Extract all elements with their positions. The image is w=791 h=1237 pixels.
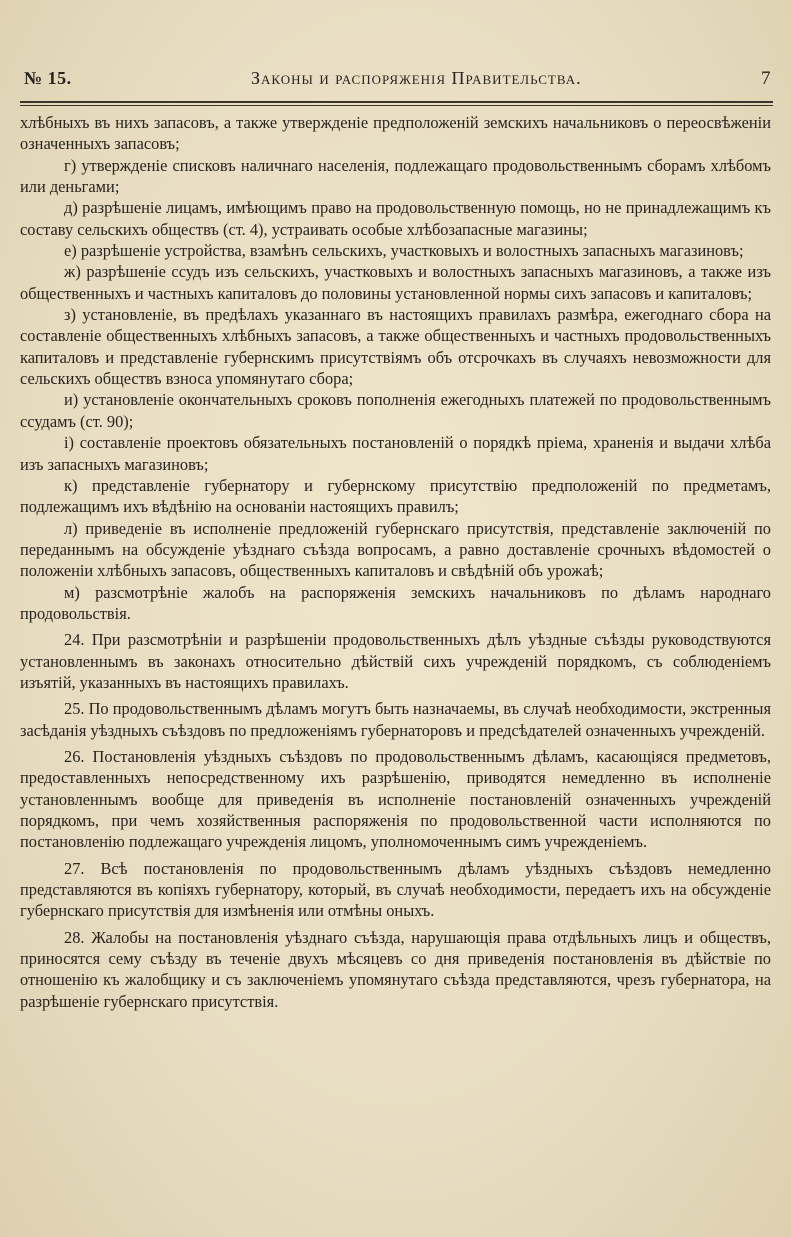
paragraph: 27. Всѣ постановленія по продовольственнымъ дѣламъ уѣздныхъ съѣздовъ немедленно представляются въ копіяхъ губернатору, который, въ случаѣ необходимости, передаетъ ихъ на обсужденіе губернскаго присутствія для измѣненія или отмѣны оныхъ. [20, 858, 771, 921]
paragraph: хлѣбныхъ въ нихъ запасовъ, а также утвержденіе предположеній земскихъ начальниковъ о переосвѣженіи означенныхъ запасовъ; [20, 113, 771, 154]
paragraph: з) установленіе, въ предѣлахъ указаннаго въ настоящихъ правилахъ размѣра, ежегоднаго сбора на составленіе общественныхъ хлѣбныхъ запасовъ, а также общественныхъ и частныхъ продовольственныхъ капиталовъ и представленіе губернскимъ присутствіямъ объ отсрочкахъ въ случаяхъ невозможности для сельскихъ обществъ взноса упомянутаго сбора; [20, 305, 771, 389]
paragraph: м) разсмотрѣніе жалобъ на распоряженія земскихъ начальниковъ по дѣламъ народнаго продовольствія. [20, 582, 771, 623]
paragraph: к) представленіе губернатору и губернскому присутствію предположеній по предметамъ, подлежащимъ ихъ вѣдѣнію на основаніи настоящихъ правилъ; [20, 475, 771, 517]
header-rule [20, 101, 773, 106]
paragraph: 25. По продовольственнымъ дѣламъ могутъ быть назначаемы, въ случаѣ необходимости, экстренныя засѣданія уѣздныхъ съѣздовъ по предложеніямъ губернаторовъ и предсѣдателей означенныхъ учрежденій. [20, 699, 771, 740]
issue-number: № 15. [24, 68, 72, 88]
paragraph: ж) разрѣшеніе ссудъ изъ сельскихъ, участковыхъ и волостныхъ запасныхъ магазиновъ, а также изъ общественныхъ и частныхъ капиталовъ до половины установленной нормы сихъ запасовъ и капиталовъ; [20, 262, 771, 303]
running-title: Законы и распоряженія Правительства. [250, 68, 582, 88]
paragraph: е) разрѣшеніе устройства, взамѣнъ сельскихъ, участковыхъ и волостныхъ запасныхъ магазиновъ; [64, 241, 744, 261]
paragraph: 28. Жалобы на постановленія уѣзднаго съѣзда, нарушающія права отдѣльныхъ лицъ и обществъ, приносятся сему съѣзду въ теченіе двухъ мѣсяцевъ со дня приведенія постановленія въ дѣйствіе по отношенію къ жалобщику и съ заключеніемъ упомянутаго съѣзда представляются, чрезъ губернатора, на разрѣшеніе губернскаго присутствія. [20, 927, 771, 1011]
paragraph: г) утвержденіе списковъ наличнаго населенія, подлежащаго продовольственнымъ сборамъ хлѣбомъ или деньгами; [20, 155, 771, 197]
paragraph: л) приведеніе въ исполненіе предложеній губернскаго присутствія, представленіе заключеній по переданнымъ на обсужденіе уѣзднаго съѣзда вопросамъ, а равно доставленіе срочныхъ вѣдомостей о положеніи хлѣбныхъ запасовъ, общественныхъ капиталовъ и свѣдѣній объ урожаѣ; [20, 518, 771, 581]
paragraph: 26. Постановленія уѣздныхъ съѣздовъ по продовольственнымъ дѣламъ, касающіяся предметовъ, предоставленныхъ непосредственному ихъ разрѣшенію, приводятся немедленно въ исполненіе установленнымъ вообще для приведенія въ исполненіе постановленій означенныхъ учрежденій порядкомъ, при чемъ хозяйственныя распоряженія по продовольственной части исполняются по постановленію подлежащаго учрежденія лицомъ, уполномоченнымъ симъ учрежденіемъ. [20, 746, 771, 852]
paragraph: і) составленіе проектовъ обязательныхъ постановленій о порядкѣ пріема, храненія и выдачи хлѣба изъ запасныхъ магазиновъ; [20, 433, 771, 474]
page-number: 7 [760, 68, 771, 89]
document-body [20, 112, 771, 1012]
paragraph: 24. При разсмотрѣніи и разрѣшеніи продовольственныхъ дѣлъ уѣздные съѣзды руководствуются установленнымъ въ законахъ относительно дѣйствій сихъ учрежденій порядкомъ, съ соблюденіемъ изъятій, указанныхъ въ настоящихъ правилахъ. [20, 630, 771, 692]
paragraph: д) разрѣшеніе лицамъ, имѣющимъ право на продовольственную помощь, но не принадлежащимъ къ составу сельскихъ обществъ (ст. 4), устраивать особые хлѣбозапасные магазины; [20, 198, 771, 239]
page-header [24, 68, 771, 96]
paragraph: и) установленіе окончательныхъ сроковъ пополненія ежегодныхъ платежей по продовольственнымъ ссудамъ (ст. 90); [20, 390, 771, 431]
